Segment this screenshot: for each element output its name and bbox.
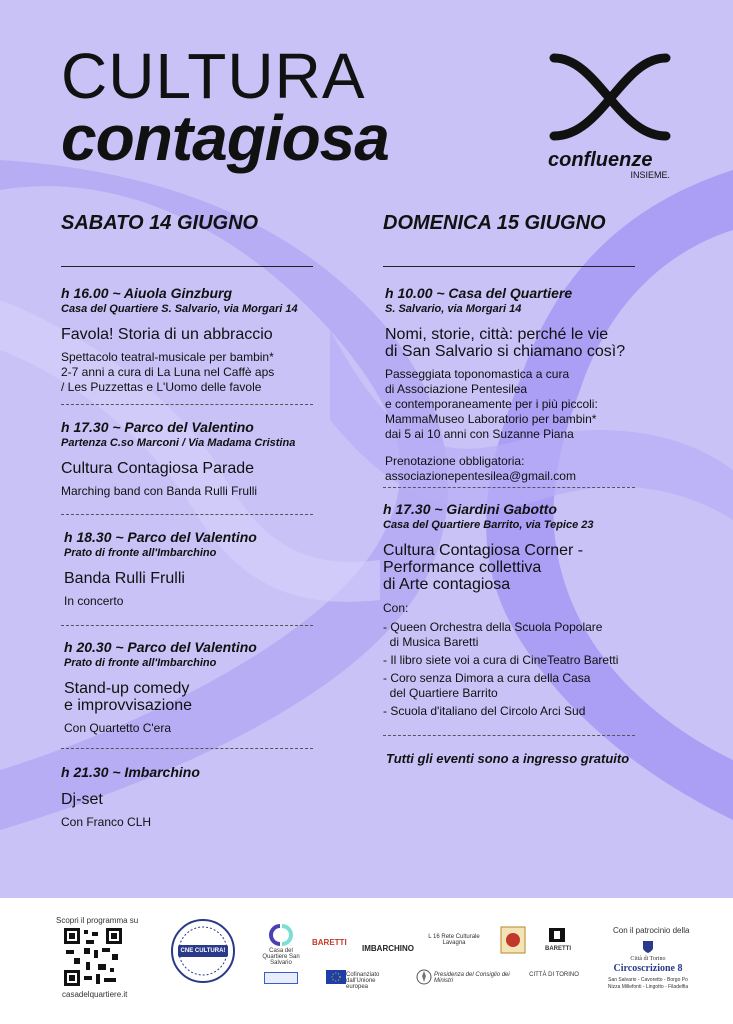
italian-emblem-icon [416, 968, 432, 986]
event-sat-1 [61, 285, 321, 395]
event-description [61, 815, 321, 830]
title-line-2: contagiosa [61, 102, 389, 174]
logo-tagline: INSIEME. [630, 170, 670, 180]
event-sat-5 [61, 764, 321, 830]
list-item [383, 620, 683, 650]
event-name [385, 327, 675, 361]
casa-quartiere-logo-icon [268, 924, 294, 946]
imbarchino-logo: IMBARCHINO [362, 944, 414, 953]
desc-line: e contemporaneamente per i più piccoli: [385, 396, 598, 411]
name-line: di Arte contagiosa [383, 575, 511, 593]
event-time: h 18.30 ~ Parco del Valentino [64, 529, 257, 545]
name-line: e improvvisazione [64, 696, 193, 714]
desc-line: MammaMuseo Laboratorio per bambin* [385, 411, 597, 426]
logo-caption: Casa del Quartiere San Salvario [262, 948, 300, 966]
event-time: h 17.30 ~ Giardini Gabotto [383, 501, 557, 517]
footer [0, 898, 733, 1024]
name-line: Stand-up comedy [64, 680, 190, 697]
event-time: h 17.30 ~ Parco del Valentino [61, 419, 254, 435]
event-time: h 21.30 ~ Imbarchino [61, 764, 200, 780]
saturday-rule [61, 266, 313, 267]
event-sun-1 [385, 285, 675, 484]
seal-label: CNE CULTURA! [180, 948, 226, 954]
desc-line: dai 5 ai 10 anni con Suzanne Piana [385, 426, 574, 441]
museum-badge-icon [500, 926, 526, 954]
circoscrizione-name: Circoscrizione 8 [613, 963, 683, 974]
presidenza-logo: Presidenza del Consiglio dei Ministri [434, 972, 510, 984]
logo-wordmark: confluenze [548, 149, 653, 171]
sunday-heading: DOMENICA 15 GIUGNO [383, 212, 606, 234]
event-place: Prato di fronte all'Imbarchino [64, 547, 217, 559]
saturday-heading: SABATO 14 GIUGNO [61, 212, 259, 234]
rete-culturale-logo: L 16 Rete Culturale Lavagna [428, 934, 480, 946]
event-description [61, 484, 321, 499]
name-line: Cultura Contagiosa Corner - [383, 542, 584, 559]
sunday-rule [383, 266, 635, 267]
list-item [383, 704, 683, 719]
scan-label: Scopri il programma su [56, 916, 139, 925]
desc-line: Spettacolo teatral-musicale per bambin* [61, 349, 274, 364]
desc-line: 2-7 anni a cura di La Luna nel Caffè aps [61, 364, 275, 379]
eu-cofunding-label: Cofinanziato dall'Unione europea [346, 972, 380, 990]
desc-line: / Les Puzzettas e L'Uomo delle favole [61, 379, 262, 394]
event-divider [61, 625, 313, 626]
cinema-icon [549, 928, 565, 942]
italia-logo [264, 972, 298, 984]
event-divider [61, 514, 313, 515]
circoscrizione-city: Città di Torino [630, 956, 666, 962]
booking-note [385, 454, 675, 484]
confluenze-logo [548, 52, 678, 180]
event-time: h 10.00 ~ Casa del Quartiere [385, 285, 573, 301]
note-line: Prenotazione obbligatoria: [385, 453, 525, 468]
patronage-label: Con il patrocinio della [613, 926, 690, 935]
event-time: h 16.00 ~ Aiuola Ginzburg [61, 285, 233, 301]
event-place: Casa del Quartiere Barrito, via Tepice 23 [383, 519, 594, 531]
event-divider [61, 404, 313, 405]
booking-email-link[interactable]: associazionepentesilea@gmail.com [385, 468, 576, 483]
event-name [383, 543, 683, 593]
event-name: Banda Rulli Frulli [64, 570, 185, 587]
qr-code-icon[interactable] [64, 928, 122, 986]
name-line: di San Salvario si chiamano così? [385, 342, 626, 360]
event-sat-4 [64, 639, 324, 736]
list-line: - Queen Orchestra della Scuola Popolare [383, 620, 603, 635]
event-description [64, 721, 324, 736]
list-item [383, 653, 683, 668]
desc-line: Marching band con Banda Rulli Frulli [61, 483, 258, 498]
event-place: Prato di fronte all'Imbarchino [64, 657, 217, 669]
event-place: S. Salvario, via Morgari 14 [385, 303, 522, 315]
event-time: h 20.30 ~ Parco del Valentino [64, 639, 257, 655]
event-sat-2 [61, 419, 321, 499]
title-line-1: CULTURA [61, 40, 366, 112]
name-line: Nomi, storie, città: perché le vie [385, 326, 609, 343]
site-link[interactable]: casadelquartiere.it [62, 990, 128, 999]
event-name [64, 681, 324, 715]
performers-list [383, 620, 683, 719]
desc-line: In concerto [64, 593, 124, 608]
desc-line: di Associazione Pentesilea [385, 381, 528, 396]
confluenze-x-icon [548, 52, 672, 142]
citta-torino-logo: CITTÀ DI TORINO [529, 972, 579, 978]
torino-crest-icon [642, 940, 654, 954]
list-item [383, 671, 683, 701]
desc-line: Con Quartetto C'era [64, 720, 172, 735]
event-name: Cultura Contagiosa Parade [61, 460, 255, 477]
event-name: Dj-set [61, 791, 103, 808]
event-divider [383, 487, 635, 488]
list-line: del Quartiere Barrito [383, 686, 498, 701]
event-description [385, 367, 675, 442]
free-entry-note: Tutti gli eventi sono a ingresso gratuito [386, 751, 630, 766]
baretti-cinema-logo: BARETTI [545, 946, 571, 952]
eu-flag-icon [326, 970, 346, 984]
baretti-logo: BARETTI [312, 938, 347, 947]
desc-line: Passeggiata toponomastica a cura [385, 366, 570, 381]
circoscrizione-area-1: San Salvario - Cavoretto - Borgo Po [608, 977, 688, 983]
list-line: - Coro senza Dimora a cura della Casa [383, 671, 591, 686]
name-line: Performance collettiva [383, 558, 542, 576]
event-sat-3 [64, 529, 324, 609]
desc-line: Con Franco CLH [61, 814, 152, 829]
event-name: Favola! Storia di un abbraccio [61, 326, 273, 343]
event-description [61, 350, 321, 395]
list-line: - Scuola d'italiano del Circolo Arci Sud [383, 704, 586, 719]
event-divider [61, 748, 313, 749]
event-divider [383, 735, 635, 736]
performers-intro: Con: [383, 601, 409, 616]
event-sun-2 [383, 501, 683, 722]
event-place: Casa del Quartiere S. Salvario, via Morgari 14 [61, 303, 298, 315]
event-description [64, 594, 324, 609]
list-line: - Il libro siete voi a cura di CineTeatro Baretti [383, 653, 619, 668]
circoscrizione-area-2: Nizza Millefonti - Lingotto - Filadelfia [607, 984, 689, 990]
list-line: di Musica Baretti [383, 635, 479, 650]
event-place: Partenza C.so Marconi / Via Madama Cristina [61, 437, 296, 449]
poster-title [61, 40, 389, 174]
